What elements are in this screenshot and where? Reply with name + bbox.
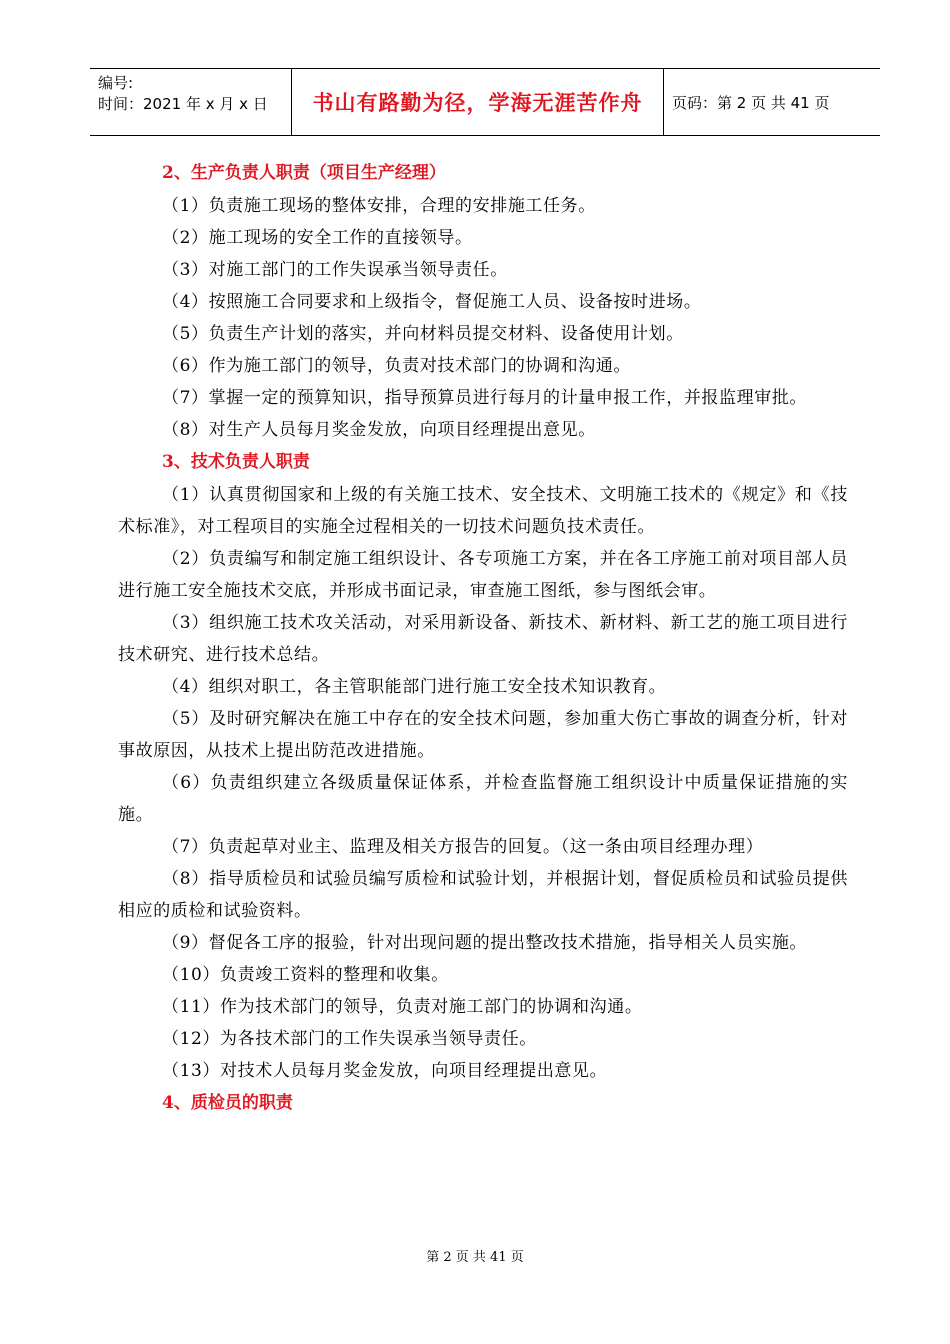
section-production-manager — [118, 157, 848, 446]
list-item: （5）负责生产计划的落实，并向材料员提交材料、设备使用计划。 — [162, 324, 684, 344]
header-motto-cell — [291, 69, 664, 135]
section-heading: 4、质检员的职责 — [162, 1093, 293, 1113]
list-item: （13）对技术人员每月奖金发放，向项目经理提出意见。 — [162, 1061, 608, 1081]
list-item: （11）作为技术部门的领导，负责对施工部门的协调和沟通。 — [162, 997, 643, 1017]
header-page-code: 页码：第 2 页 共 41 页 — [672, 93, 830, 112]
list-item: （7）掌握一定的预算知识，指导预算员进行每月的计量申报工作，并报监理审批。 — [162, 388, 808, 408]
document-header — [90, 68, 880, 136]
section-quality-inspector — [118, 1087, 848, 1120]
list-item: （9）督促各工序的报验，针对出现问题的提出整改技术措施，指导相关人员实施。 — [162, 933, 808, 953]
list-item: （2）负责编写和制定施工组织设计、各专项施工方案，并在各工序施工前对项目部人员进行施工安全施技术交底，并形成书面记录，审查施工图纸，参与图纸会审。 — [118, 549, 848, 601]
document-time: 时间：2021 年 x 月 x 日 — [98, 95, 268, 113]
section-heading: 3、技术负责人职责 — [162, 452, 310, 472]
header-motto: 书山有路勤为径，学海无涯苦作舟 — [312, 91, 643, 115]
list-item: （6）作为施工部门的领导，负责对技术部门的协调和沟通。 — [162, 356, 632, 376]
list-item: （10）负责竣工资料的整理和收集。 — [162, 965, 449, 985]
list-item: （3）对施工部门的工作失误承当领导责任。 — [162, 260, 508, 280]
section-heading: 2、生产负责人职责（项目生产经理） — [162, 163, 446, 183]
page-footer: 第 2 页 共 41 页 — [426, 1250, 524, 1265]
list-item: （8）对生产人员每月奖金发放，向项目经理提出意见。 — [162, 420, 596, 440]
list-item: （4）组织对职工，各主管职能部门进行施工安全技术知识教育。 — [162, 677, 667, 697]
section-technical-manager — [118, 446, 848, 1087]
list-item: （12）为各技术部门的工作失误承当领导责任。 — [162, 1029, 537, 1049]
list-item: （1）认真贯彻国家和上级的有关施工技术、安全技术、文明施工技术的《规定》和《技术标准》，对工程项目的实施全过程相关的一切技术问题负技术责任。 — [118, 485, 848, 537]
list-item: （2）施工现场的安全工作的直接领导。 — [162, 228, 473, 248]
list-item: （8）指导质检员和试验员编写质检和试验计划，并根据计划，督促质检员和试验员提供相应的质检和试验资料。 — [118, 869, 848, 921]
list-item: （5）及时研究解决在施工中存在的安全技术问题，参加重大伤亡事故的调查分析，针对事故原因，从技术上提出防范改进措施。 — [118, 709, 848, 761]
list-item: （7）负责起草对业主、监理及相关方报告的回复。（这一条由项目经理办理） — [162, 837, 764, 857]
list-item: （4）按照施工合同要求和上级指令，督促施工人员、设备按时进场。 — [162, 292, 702, 312]
list-item: （1）负责施工现场的整体安排，合理的安排施工任务。 — [162, 196, 596, 216]
header-meta — [90, 69, 291, 135]
document-body — [118, 157, 848, 1120]
list-item: （3）组织施工技术攻关活动，对采用新设备、新技术、新材料、新工艺的施工项目进行技术研究、进行技术总结。 — [118, 613, 848, 665]
document-number-label: 编号: — [98, 74, 134, 92]
list-item: （6）负责组织建立各级质量保证体系，并检查监督施工组织设计中质量保证措施的实施。 — [118, 773, 848, 825]
